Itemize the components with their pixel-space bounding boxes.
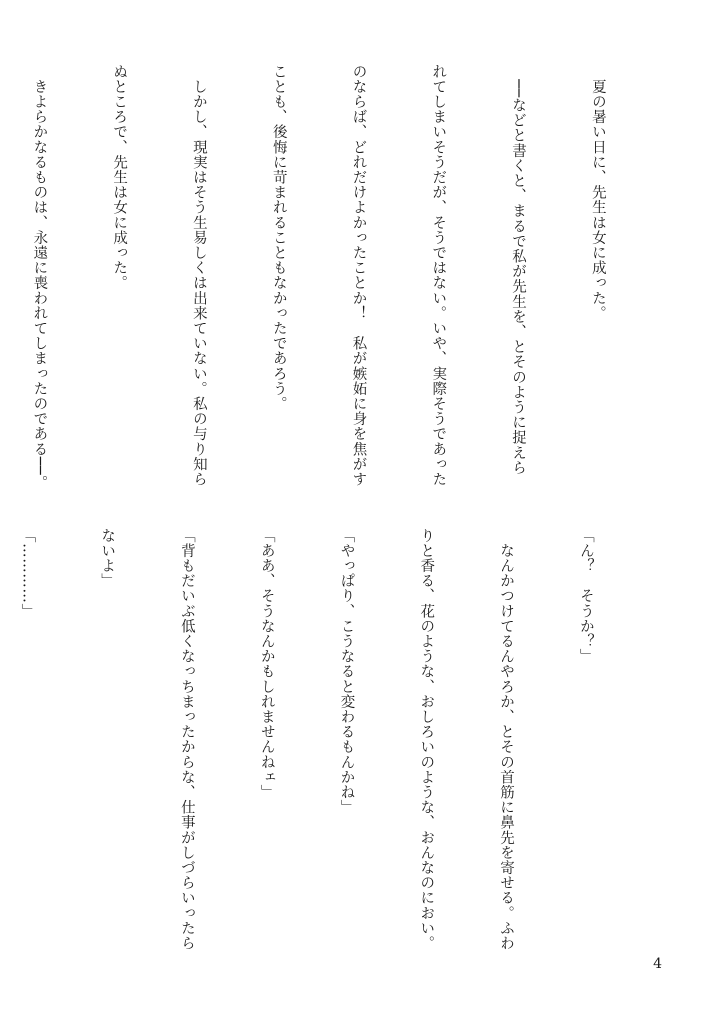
text-line: 「…………」 — [19, 528, 36, 619]
text-line: ないよ」 — [99, 528, 116, 589]
text-line: 「やっぱり、こうなると変わるもんかね」 — [338, 528, 355, 815]
text-line: 夏の暑い日に、先生は女に成った。 — [589, 64, 606, 321]
text-line: のならば、どれだけよかったことか！ 私が嫉妬に身を焦がす — [350, 64, 367, 487]
text-line: 「ああ、そうなんかもしれませんねェ」 — [258, 528, 275, 800]
text-line: ──などと書くと、まるで私が先生を、とそのように捉えら — [510, 64, 527, 476]
text-line: れてしまいそうだが、そうではない。いや、実際そうであった — [430, 64, 447, 487]
text-line: 「背もだいぶ低くなっちまったからな、仕事がしづらいったら — [178, 528, 195, 951]
text-line: ぬところで、先生は女に成った。 — [111, 64, 128, 291]
page-number: 4 — [653, 956, 662, 972]
text-line: りと香る、花のような、おしろいのような、おんなのにおい。 — [418, 528, 435, 951]
text-line: きよらかなるものは、永遠に喪われてしまったのである──。 — [31, 64, 48, 491]
text-line: なんかつけてるんやろか、とその首筋に鼻先を寄せる。ふわ — [498, 528, 515, 951]
top-text-block — [0, 64, 664, 494]
text-line: しかし、現実はそう生易しくは出来ていない。私の与り知ら — [190, 64, 207, 487]
bottom-text-block — [0, 528, 652, 958]
text-line: ことも、後悔に苛まれることもなかったであろう。 — [270, 64, 287, 412]
text-line: 「ん？ そうか？」 — [577, 528, 594, 664]
